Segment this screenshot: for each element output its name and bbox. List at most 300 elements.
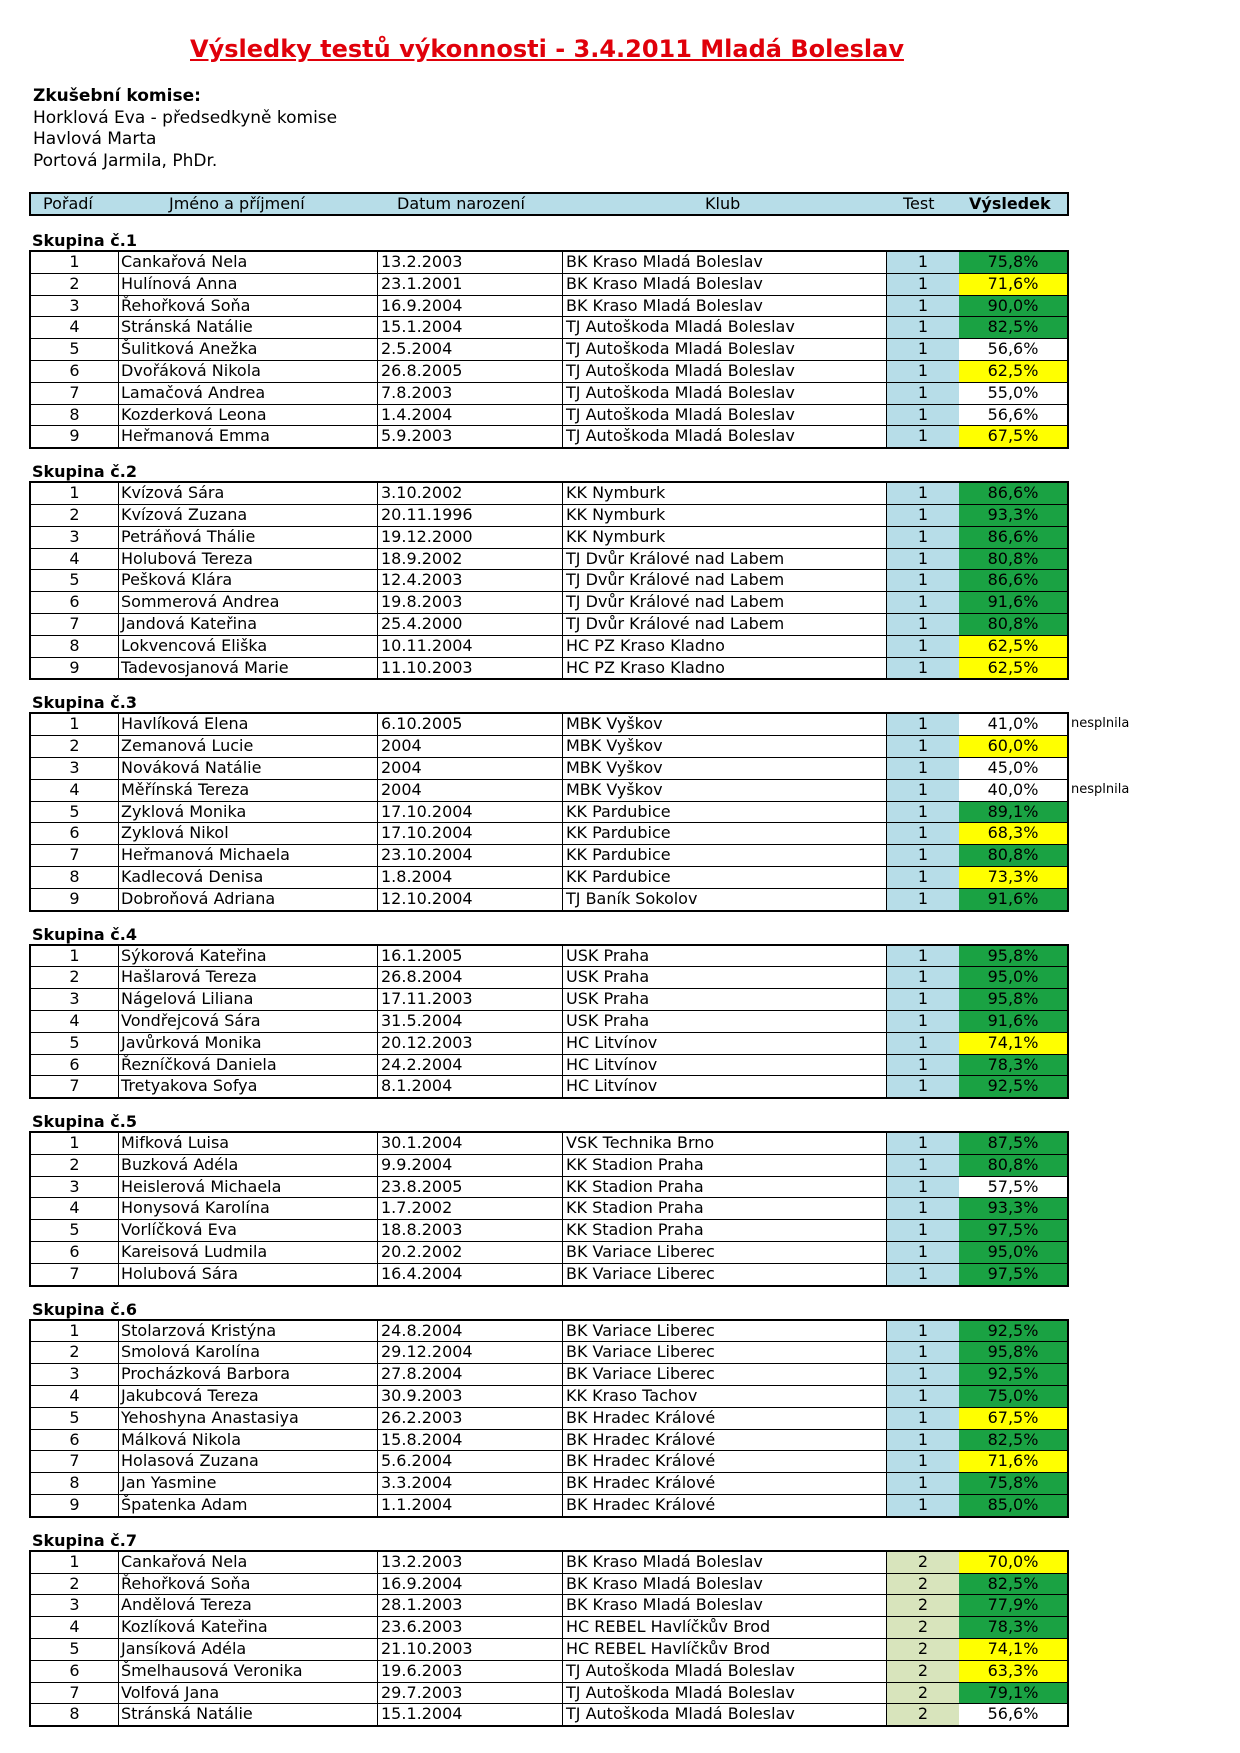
cell-rank: 3 (31, 1595, 119, 1616)
cell-result: 73,3% (959, 867, 1067, 888)
cell-result: 80,8% (959, 1155, 1067, 1176)
cell-rank: 2 (31, 505, 119, 526)
cell-result: 91,6% (959, 889, 1067, 910)
result-group (29, 691, 1189, 911)
table-row (31, 735, 1067, 757)
table-row (31, 801, 1067, 823)
cell-rank: 7 (31, 1264, 119, 1285)
cell-name: Řezníčková Daniela (118, 1055, 378, 1076)
cell-club: BK Kraso Mladá Boleslav (563, 1552, 887, 1573)
cell-rank: 4 (31, 549, 119, 570)
table-row (31, 1154, 1067, 1176)
cell-birth-date: 20.12.2003 (378, 1033, 563, 1054)
cell-test: 1 (887, 426, 960, 447)
cell-test: 1 (887, 505, 960, 526)
cell-test: 1 (887, 592, 960, 613)
cell-birth-date: 31.5.2004 (378, 1011, 563, 1032)
table-row (31, 714, 1130, 735)
cell-club: TJ Dvůr Králové nad Labem (563, 614, 887, 635)
cell-result: 62,5% (959, 658, 1067, 679)
group-table (29, 712, 1130, 911)
table-row (31, 1385, 1067, 1407)
cell-rank: 6 (31, 592, 119, 613)
cell-rank: 7 (31, 1683, 119, 1704)
cell-rank: 5 (31, 1639, 119, 1660)
cell-name: Tretyakova Sofya (118, 1076, 378, 1097)
cell-rank: 5 (31, 1033, 119, 1054)
cell-test: 1 (887, 549, 960, 570)
cell-test: 1 (887, 527, 960, 548)
table-row (31, 1133, 1067, 1154)
table-row (31, 1429, 1067, 1451)
cell-test: 1 (887, 383, 960, 404)
cell-test: 1 (887, 1321, 960, 1342)
cell-rank: 2 (31, 1155, 119, 1176)
result-group (29, 460, 1189, 680)
cell-club: TJ Dvůr Králové nad Labem (563, 592, 887, 613)
cell-test: 2 (887, 1552, 960, 1573)
cell-test: 1 (887, 614, 960, 635)
cell-name: Stránská Natálie (118, 1704, 378, 1725)
table-row (31, 569, 1067, 591)
cell-name: Holubová Sára (118, 1264, 378, 1285)
table-row (31, 504, 1067, 526)
cell-club: HC Litvínov (563, 1076, 887, 1097)
cell-result: 56,6% (959, 405, 1067, 426)
table-row (31, 1075, 1067, 1097)
cell-name: Kozlíková Kateřina (118, 1617, 378, 1638)
cell-club: KK Kraso Tachov (563, 1386, 887, 1407)
cell-rank: 2 (31, 1574, 119, 1595)
group-table (29, 1131, 1069, 1287)
table-row (31, 252, 1067, 273)
cell-birth-date: 1.1.2004 (378, 1495, 563, 1516)
cell-name: Jakubcová Tereza (118, 1386, 378, 1407)
cell-test: 1 (887, 1386, 960, 1407)
cell-club: TJ Baník Sokolov (563, 889, 887, 910)
table-row (31, 1363, 1067, 1385)
table-row (31, 316, 1067, 338)
cell-birth-date: 6.10.2005 (378, 714, 563, 735)
cell-club: HC Litvínov (563, 1055, 887, 1076)
table-row (31, 1341, 1067, 1363)
table-row (31, 1703, 1067, 1725)
cell-birth-date: 2.5.2004 (378, 339, 563, 360)
cell-rank: 8 (31, 1473, 119, 1494)
cell-club: BK Kraso Mladá Boleslav (563, 1595, 887, 1616)
cell-club: TJ Autoškoda Mladá Boleslav (563, 339, 887, 360)
cell-test: 1 (887, 823, 960, 844)
cell-name: Šmelhausová Veronika (118, 1661, 378, 1682)
cell-club: BK Variace Liberec (563, 1264, 887, 1285)
cell-club: KK Nymburk (563, 505, 887, 526)
group-title: Skupina č.3 (32, 693, 137, 713)
group-table (29, 250, 1069, 449)
cell-name: Vorlíčková Eva (118, 1220, 378, 1241)
header-test: Test (903, 194, 935, 213)
table-row (31, 988, 1067, 1010)
group-title: Skupina č.7 (32, 1530, 137, 1550)
cell-birth-date: 12.4.2003 (378, 570, 563, 591)
group-title: Skupina č.2 (32, 462, 137, 482)
cell-birth-date: 16.9.2004 (378, 296, 563, 317)
cell-birth-date: 30.1.2004 (378, 1133, 563, 1154)
cell-test: 1 (887, 1155, 960, 1176)
cell-test: 1 (887, 1055, 960, 1076)
cell-name: Špatenka Adam (118, 1495, 378, 1516)
cell-result: 67,5% (959, 426, 1067, 447)
cell-club: TJ Autoškoda Mladá Boleslav (563, 1683, 887, 1704)
cell-name: Nováková Natálie (118, 758, 378, 779)
cell-result: 70,0% (959, 1552, 1067, 1573)
cell-birth-date: 18.8.2003 (378, 1220, 563, 1241)
table-row (31, 1450, 1067, 1472)
cell-rank: 7 (31, 1451, 119, 1472)
cell-club: KK Pardubice (563, 802, 887, 823)
table-row (31, 866, 1067, 888)
cell-club: TJ Dvůr Králové nad Labem (563, 549, 887, 570)
cell-birth-date: 12.10.2004 (378, 889, 563, 910)
cell-birth-date: 1.8.2004 (378, 867, 563, 888)
cell-test: 1 (887, 1220, 960, 1241)
cell-rank: 7 (31, 383, 119, 404)
cell-club: MBK Vyškov (563, 714, 887, 735)
cell-result: 41,0% (959, 714, 1067, 735)
cell-birth-date: 8.1.2004 (378, 1076, 563, 1097)
cell-test: 1 (887, 1076, 960, 1097)
table-row (31, 1054, 1067, 1076)
committee-member: Horklová Eva - předsedkyně komise (33, 107, 338, 128)
table-header (29, 192, 1069, 216)
cell-test: 1 (887, 1198, 960, 1219)
cell-birth-date: 16.9.2004 (378, 1574, 563, 1595)
cell-name: Heřmanová Michaela (118, 845, 378, 866)
cell-birth-date: 5.9.2003 (378, 426, 563, 447)
cell-birth-date: 26.8.2005 (378, 361, 563, 382)
cell-rank: 5 (31, 1408, 119, 1429)
cell-name: Hulínová Anna (118, 274, 378, 295)
cell-test: 1 (887, 339, 960, 360)
cell-birth-date: 13.2.2003 (378, 252, 563, 273)
cell-test: 1 (887, 736, 960, 757)
cell-club: HC REBEL Havlíčkův Brod (563, 1639, 887, 1660)
table-row (31, 635, 1067, 657)
cell-result: 82,5% (959, 1574, 1067, 1595)
cell-rank: 9 (31, 426, 119, 447)
cell-rank: 3 (31, 296, 119, 317)
cell-name: Stránská Natálie (118, 317, 378, 338)
cell-club: TJ Autoškoda Mladá Boleslav (563, 1704, 887, 1725)
table-row (31, 1010, 1067, 1032)
header-birth: Datum narození (397, 194, 525, 213)
cell-rank: 1 (31, 946, 119, 967)
cell-result: 95,0% (959, 1242, 1067, 1263)
cell-club: BK Hradec Králové (563, 1473, 887, 1494)
cell-rank: 4 (31, 1198, 119, 1219)
cell-birth-date: 19.6.2003 (378, 1661, 563, 1682)
table-row (31, 946, 1067, 967)
table-row (31, 613, 1067, 635)
cell-result: 71,6% (959, 1451, 1067, 1472)
header-result: Výsledek (969, 194, 1051, 213)
table-row (31, 1616, 1067, 1638)
cell-club: HC Litvínov (563, 1033, 887, 1054)
cell-test: 2 (887, 1574, 960, 1595)
cell-birth-date: 19.8.2003 (378, 592, 563, 613)
cell-name: Buzková Adéla (118, 1155, 378, 1176)
cell-result: 63,3% (959, 1661, 1067, 1682)
cell-rank: 2 (31, 736, 119, 757)
cell-rank: 5 (31, 1220, 119, 1241)
cell-rank: 3 (31, 758, 119, 779)
cell-name: Stolarzová Kristýna (118, 1321, 378, 1342)
cell-name: Lamačová Andrea (118, 383, 378, 404)
cell-result: 90,0% (959, 296, 1067, 317)
cell-result: 68,3% (959, 823, 1067, 844)
table-row (31, 1219, 1067, 1241)
cell-name: Sommerová Andrea (118, 592, 378, 613)
cell-result: 67,5% (959, 1408, 1067, 1429)
cell-result: 78,3% (959, 1617, 1067, 1638)
cell-birth-date: 13.2.2003 (378, 1552, 563, 1573)
committee-member: Havlová Marta (33, 129, 157, 149)
cell-name: Cankařová Nela (118, 252, 378, 273)
cell-birth-date: 1.4.2004 (378, 405, 563, 426)
cell-rank: 3 (31, 527, 119, 548)
cell-rank: 2 (31, 1342, 119, 1363)
table-row (31, 1573, 1067, 1595)
cell-rank: 2 (31, 274, 119, 295)
cell-result: 97,5% (959, 1220, 1067, 1241)
cell-club: MBK Vyškov (563, 758, 887, 779)
cell-name: Málková Nikola (118, 1430, 378, 1451)
cell-club: KK Pardubice (563, 823, 887, 844)
cell-name: Volfová Jana (118, 1683, 378, 1704)
cell-result: 75,8% (959, 252, 1067, 273)
cell-name: Řehořková Soňa (118, 296, 378, 317)
cell-birth-date: 26.2.2003 (378, 1408, 563, 1429)
table-row (31, 591, 1067, 613)
cell-rank: 1 (31, 483, 119, 504)
cell-birth-date: 25.4.2000 (378, 614, 563, 635)
result-group (29, 1529, 1189, 1727)
cell-name: Procházková Barbora (118, 1364, 378, 1385)
cell-rank: 5 (31, 570, 119, 591)
cell-test: 2 (887, 1617, 960, 1638)
cell-result: 91,6% (959, 1011, 1067, 1032)
cell-test: 1 (887, 845, 960, 866)
cell-name: Kozderková Leona (118, 405, 378, 426)
cell-name: Dobroňová Adriana (118, 889, 378, 910)
cell-birth-date: 2004 (378, 780, 563, 801)
cell-name: Mifková Luisa (118, 1133, 378, 1154)
cell-birth-date: 17.11.2003 (378, 989, 563, 1010)
table-row (31, 1552, 1067, 1573)
result-note: nesplnila (1071, 716, 1130, 732)
table-row (31, 966, 1067, 988)
cell-result: 71,6% (959, 274, 1067, 295)
group-table (29, 1319, 1069, 1518)
cell-name: Zyklová Nikol (118, 823, 378, 844)
group-title: Skupina č.4 (32, 924, 137, 944)
cell-name: Kvízová Zuzana (118, 505, 378, 526)
cell-name: Zyklová Monika (118, 802, 378, 823)
group-table (29, 944, 1069, 1100)
cell-club: BK Hradec Králové (563, 1495, 887, 1516)
cell-club: TJ Autoškoda Mladá Boleslav (563, 361, 887, 382)
cell-rank: 5 (31, 802, 119, 823)
cell-birth-date: 23.8.2005 (378, 1177, 563, 1198)
cell-club: TJ Autoškoda Mladá Boleslav (563, 383, 887, 404)
cell-test: 1 (887, 780, 960, 801)
table-row (31, 360, 1067, 382)
cell-result: 92,5% (959, 1321, 1067, 1342)
cell-result: 86,6% (959, 483, 1067, 504)
cell-club: MBK Vyškov (563, 780, 887, 801)
cell-club: MBK Vyškov (563, 736, 887, 757)
cell-rank: 3 (31, 989, 119, 1010)
cell-test: 1 (887, 296, 960, 317)
cell-birth-date: 3.3.2004 (378, 1473, 563, 1494)
cell-rank: 8 (31, 1704, 119, 1725)
cell-name: Pešková Klára (118, 570, 378, 591)
cell-test: 2 (887, 1683, 960, 1704)
result-group (29, 923, 1189, 1100)
table-row (31, 1638, 1067, 1660)
cell-result: 78,3% (959, 1055, 1067, 1076)
cell-name: Honysová Karolína (118, 1198, 378, 1219)
cell-result: 75,0% (959, 1386, 1067, 1407)
cell-birth-date: 15.8.2004 (378, 1430, 563, 1451)
cell-result: 93,3% (959, 505, 1067, 526)
cell-rank: 9 (31, 658, 119, 679)
cell-name: Heislerová Michaela (118, 1177, 378, 1198)
cell-rank: 8 (31, 405, 119, 426)
table-row (31, 404, 1067, 426)
cell-club: BK Kraso Mladá Boleslav (563, 1574, 887, 1595)
table-row (31, 273, 1067, 295)
cell-birth-date: 20.2.2002 (378, 1242, 563, 1263)
cell-club: BK Kraso Mladá Boleslav (563, 296, 887, 317)
cell-test: 1 (887, 274, 960, 295)
table-row (31, 844, 1067, 866)
cell-test: 1 (887, 1242, 960, 1263)
result-group (29, 1298, 1189, 1518)
table-row (31, 1176, 1067, 1198)
cell-club: HC PZ Kraso Kladno (563, 636, 887, 657)
cell-result: 92,5% (959, 1364, 1067, 1385)
cell-club: USK Praha (563, 1011, 887, 1032)
cell-rank: 7 (31, 1076, 119, 1097)
cell-result: 60,0% (959, 736, 1067, 757)
cell-birth-date: 10.11.2004 (378, 636, 563, 657)
cell-test: 1 (887, 405, 960, 426)
group-title: Skupina č.5 (32, 1112, 137, 1132)
cell-result: 56,6% (959, 1704, 1067, 1725)
cell-result: 82,5% (959, 1430, 1067, 1451)
cell-name: Kvízová Sára (118, 483, 378, 504)
cell-result: 87,5% (959, 1133, 1067, 1154)
cell-birth-date: 15.1.2004 (378, 317, 563, 338)
cell-name: Andělová Tereza (118, 1595, 378, 1616)
cell-rank: 3 (31, 1177, 119, 1198)
cell-test: 1 (887, 1364, 960, 1385)
table-row (31, 888, 1067, 910)
cell-club: TJ Autoškoda Mladá Boleslav (563, 1661, 887, 1682)
cell-name: Hašlarová Tereza (118, 967, 378, 988)
table-row (31, 548, 1067, 570)
cell-result: 89,1% (959, 802, 1067, 823)
cell-test: 1 (887, 758, 960, 779)
cell-name: Kareisová Ludmila (118, 1242, 378, 1263)
cell-birth-date: 23.6.2003 (378, 1617, 563, 1638)
cell-club: KK Pardubice (563, 867, 887, 888)
cell-rank: 6 (31, 1430, 119, 1451)
cell-birth-date: 15.1.2004 (378, 1704, 563, 1725)
cell-rank: 9 (31, 1495, 119, 1516)
cell-name: Sýkorová Kateřina (118, 946, 378, 967)
cell-name: Jan Yasmine (118, 1473, 378, 1494)
cell-name: Javůrková Monika (118, 1033, 378, 1054)
table-row (31, 483, 1067, 504)
table-row (31, 757, 1067, 779)
cell-result: 86,6% (959, 527, 1067, 548)
cell-result: 56,6% (959, 339, 1067, 360)
cell-birth-date: 2004 (378, 758, 563, 779)
cell-rank: 8 (31, 867, 119, 888)
table-row (31, 1241, 1067, 1263)
table-row (31, 382, 1067, 404)
cell-birth-date: 27.8.2004 (378, 1364, 563, 1385)
cell-test: 1 (887, 889, 960, 910)
cell-name: Havlíková Elena (118, 714, 378, 735)
cell-test: 1 (887, 1133, 960, 1154)
cell-result: 85,0% (959, 1495, 1067, 1516)
cell-name: Dvořáková Nikola (118, 361, 378, 382)
cell-test: 1 (887, 946, 960, 967)
cell-birth-date: 16.1.2005 (378, 946, 563, 967)
cell-birth-date: 23.1.2001 (378, 274, 563, 295)
cell-test: 2 (887, 1661, 960, 1682)
cell-rank: 6 (31, 1242, 119, 1263)
cell-name: Kadlecová Denisa (118, 867, 378, 888)
cell-rank: 6 (31, 1055, 119, 1076)
cell-rank: 9 (31, 889, 119, 910)
result-note: nesplnila (1071, 781, 1130, 797)
cell-result: 97,5% (959, 1264, 1067, 1285)
cell-result: 77,9% (959, 1595, 1067, 1616)
cell-test: 1 (887, 1011, 960, 1032)
cell-result: 80,8% (959, 845, 1067, 866)
cell-club: BK Variace Liberec (563, 1342, 887, 1363)
cell-rank: 5 (31, 339, 119, 360)
cell-result: 91,6% (959, 592, 1067, 613)
cell-club: BK Variace Liberec (563, 1321, 887, 1342)
cell-club: USK Praha (563, 967, 887, 988)
table-row (31, 1472, 1067, 1494)
cell-birth-date: 28.1.2003 (378, 1595, 563, 1616)
table-row (31, 1263, 1067, 1285)
cell-test: 1 (887, 1177, 960, 1198)
cell-result: 95,8% (959, 946, 1067, 967)
cell-name: Yehoshyna Anastasiya (118, 1408, 378, 1429)
table-row (31, 338, 1067, 360)
cell-test: 1 (887, 867, 960, 888)
table-row (31, 1594, 1067, 1616)
cell-rank: 6 (31, 823, 119, 844)
cell-test: 1 (887, 317, 960, 338)
cell-club: KK Stadion Praha (563, 1220, 887, 1241)
